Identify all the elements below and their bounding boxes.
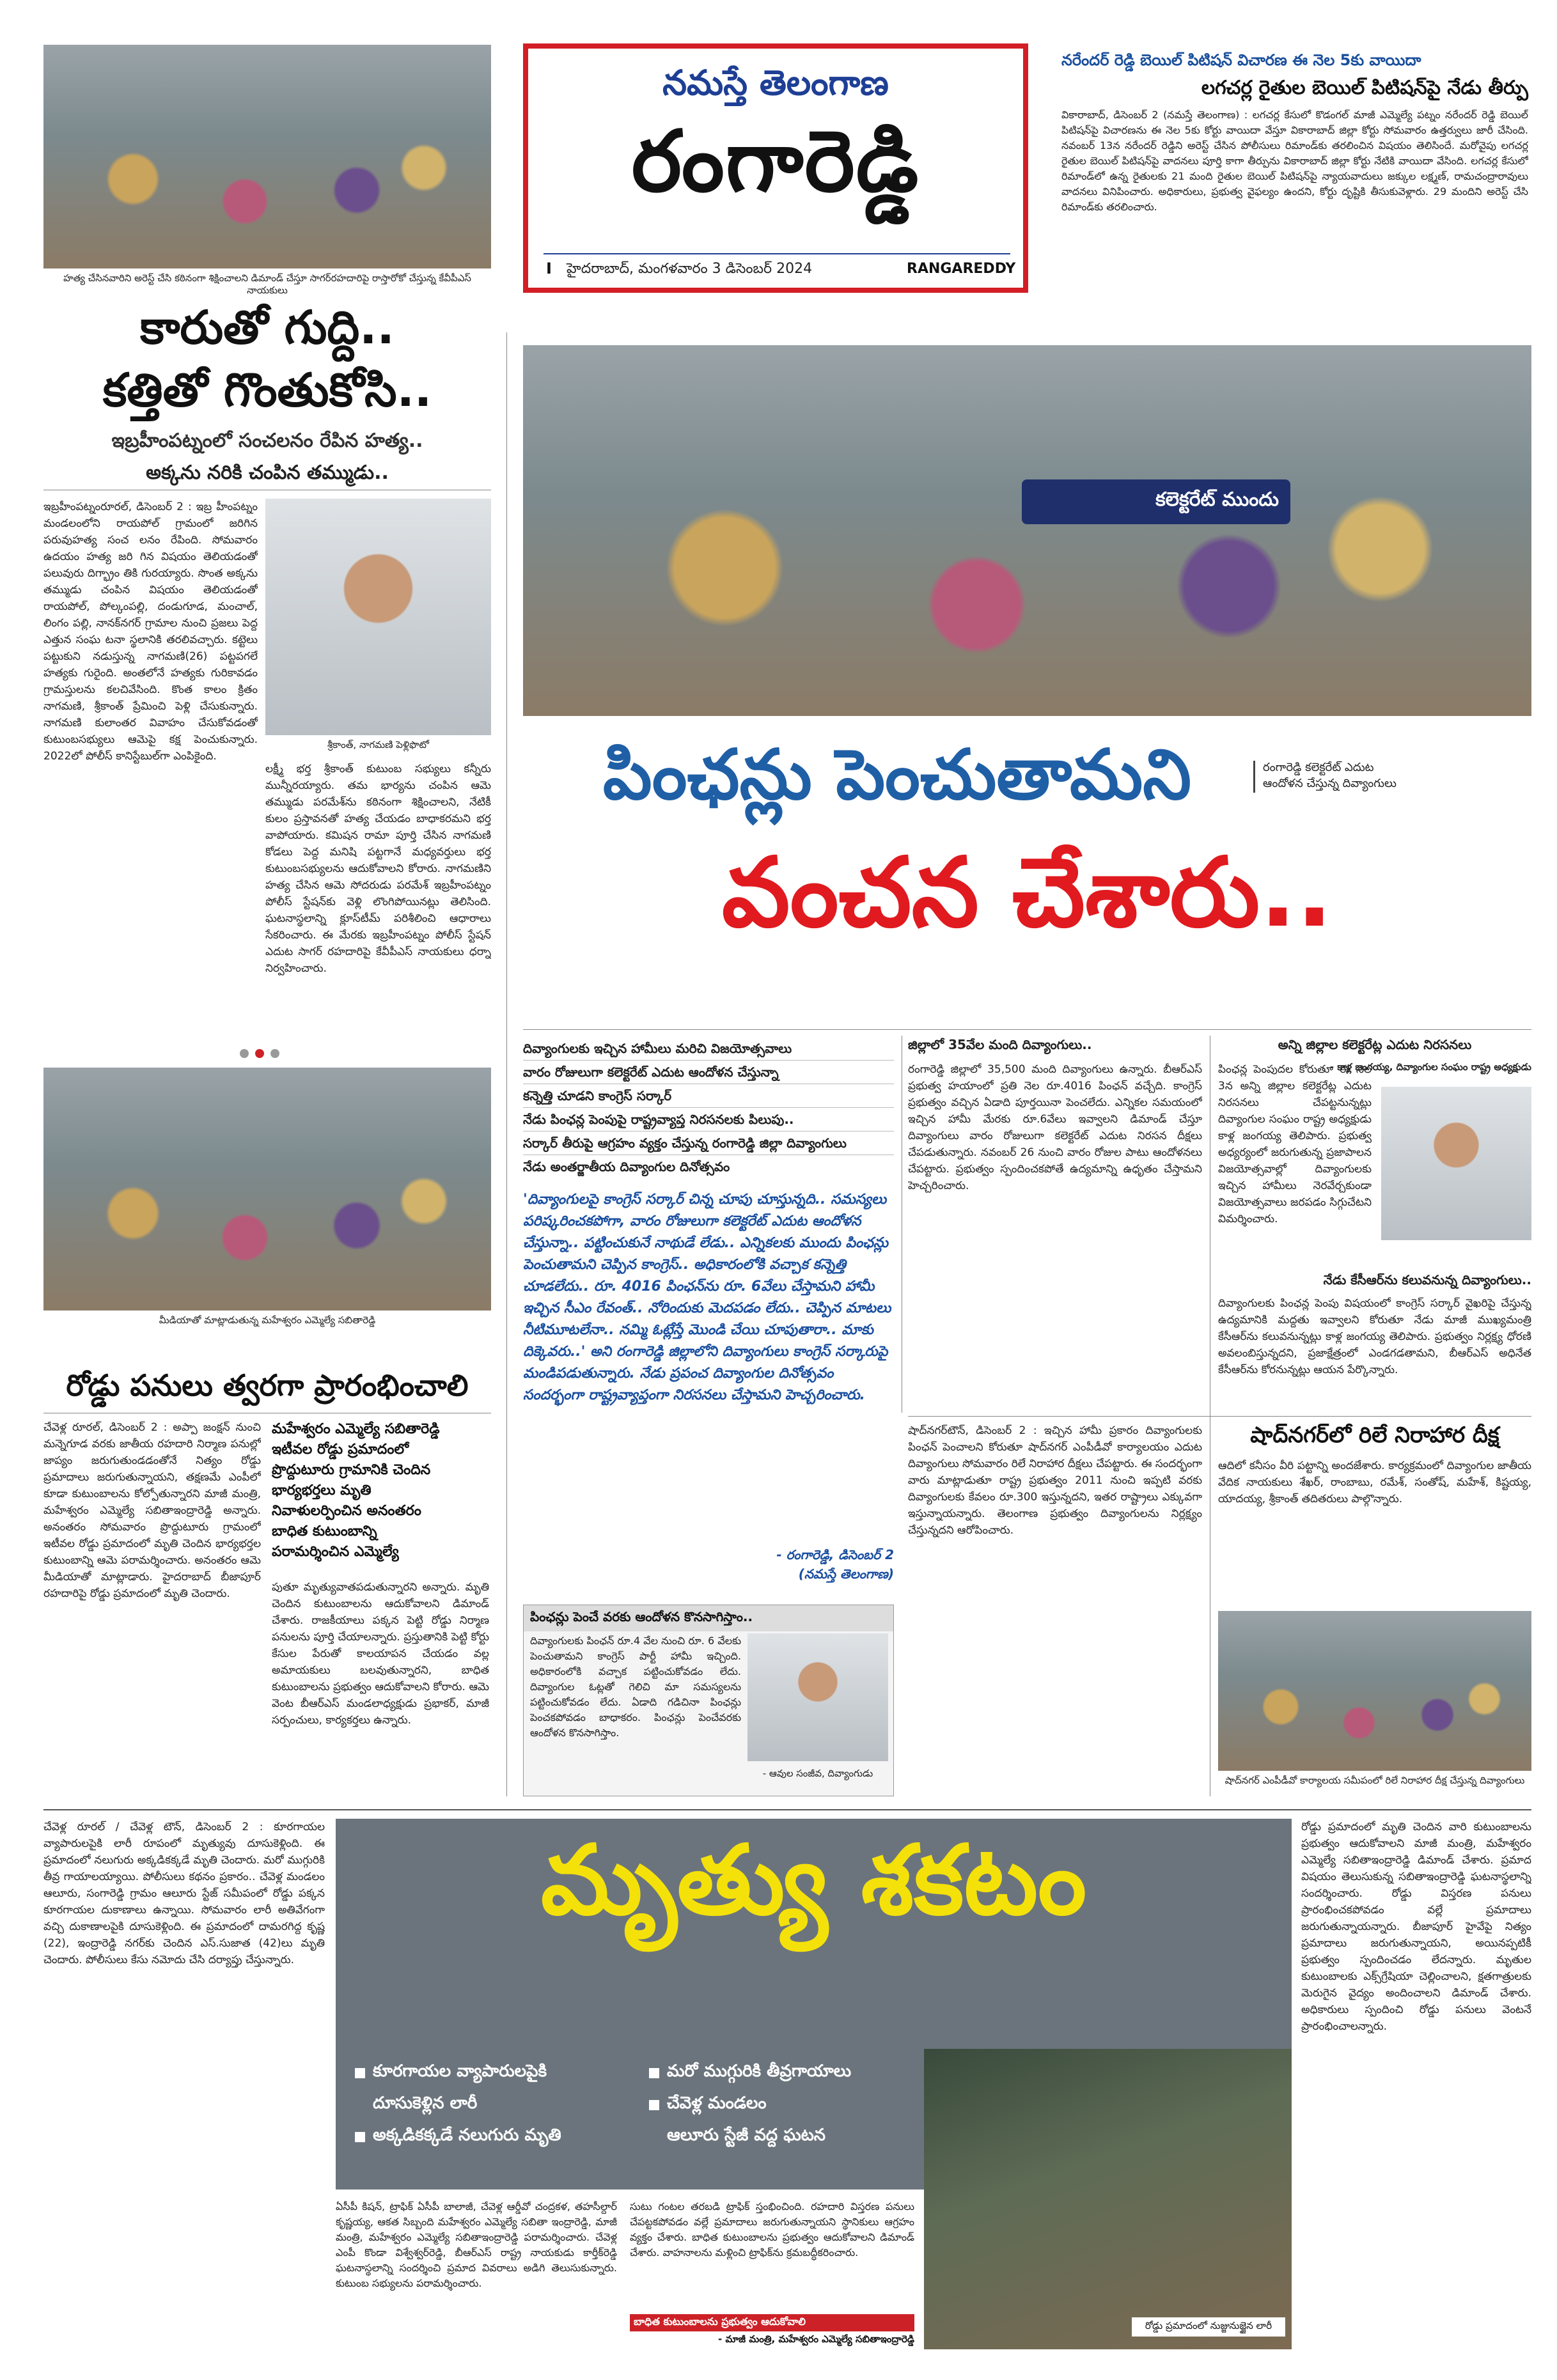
shadnagar-body-1: షాద్‌నగర్‌టౌన్, డిసెంబర్ 2 : ఇచ్చిన హామీ ప్రకారం దివ్యాంగులకు పింఛన్ పెంచాలని కోరుతూ షాద్‌నగర్ ఎంపీడీవో కార్యాలయం ఎదుట దివ్యాంగులు సోమవారం రిలే నిరాహార దీక్షలు చేపట్టారు. ఈ సందర్భంగా వారు మాట్లాడుతూ రాష్ట్ర ప్రభుత్వం 2011 నుంచి ఇప్పటి వరకు దివ్యాంగులకు కేవలం రూ.300 ఇస్తున్నదని, ఇతర రాష్ట్రాలు ఎక్కువగా ఇస్తున్నాయన్నారు. తెలంగాణ ప్రభుత్వం దివ్యాంగులను నిర్లక్ష్యం చేస్తున్నదని ఆరోపించారు. <box>908 1424 1202 1537</box>
lead-quote-credit: - రంగారెడ్డి, డిసెంబర్ 2 <box>776 1547 894 1562</box>
lead-bullet: కన్నెత్తి చూడని కాంగ్రెస్ సర్కార్ <box>523 1084 894 1108</box>
accident-banner <box>336 1819 1292 2049</box>
shadnagar-headline: షాద్‌నగర్‌లో రిలే నిరాహార దీక్ష <box>1250 1422 1499 1448</box>
lead-inset-label <box>1253 761 1528 793</box>
accident-body-mid2: సుటు గంటల తరబడి ట్రాఫిక్ స్తంభించింది. రహదారి విస్తరణ పనులు చేపట్టకపోవడం వల్లే ప్రమాదాలు జరుగుతున్నాయని స్థానికులు ఆగ్రహం వ్యక్తం చేశారు. బాధిత కుటుంబాలను ప్రభుత్వం ఆదుకోవాలని డిమాండ్ చేశారు. వాహనాలను మళ్లించి ట్రాఫిక్‌ను క్రమబద్ధీకరించారు. <box>630 2200 914 2259</box>
bullet-square-icon <box>649 2068 659 2078</box>
top-right-body: వికారాబాద్, డిసెంబర్ 2 (నమస్తే తెలంగాణ) : లగచర్ల కేసులో కొడంగల్ మాజీ ఎమ్మెల్యే పట్నం నరేందర్ రెడ్డి బెయిల్ పిటిషన్‌పై విచారణను ఈ నెల 5కు కోర్టు వాయిదా వేస్తూ వికారాబాద్ జిల్లా కోర్టు సోమవారం ఉత్తర్వులు జారీ చేసింది. నవంబర్ 13న నరేందర్ రెడ్డిని అరెస్ట్ చేసిన పోలీసులు రిమాండ్‌కు తరలించిన విషయం తెలిసిందే. మరోవైపు లగచర్ల రైతుల బెయిల్ పిటిషన్‌పై వాదనలు పూర్తి కాగా తీర్పును వికారాబాద్ జిల్లా కోర్టు నేటికి వాయిదా వేసింది. లగచర్ల కేసులో రిమాండ్‌లో ఉన్న రైతులకు 21 మంది రైతుల బెయిల్ పిటిషన్‌పై న్యాయవాదులు జక్కుల లక్ష్మణ్, రామచంద్రారావులు వాదనలు వినిపించారు. అధికారులు, ప్రభుత్వ వైఫల్యం ఉందని, కోర్టు దృష్టికి తీసుకువెళ్లారు. 29 మందిని అరెస్ట్ చేసి రిమాండ్‌కు తరలించారు. <box>1061 109 1528 213</box>
masthead-brand: నమస్తే తెలంగాణ <box>662 63 889 103</box>
lead-col3-body: పింఛన్ల పెంపుదల కోరుతూ ఈ నెల 3న అన్ని జిల్లాల కలెక్టరేట్ల ఎదుట నిరసనలు చేపట్టనున్నట్లు దివ్యాంగుల సంఘం రాష్ట్ర అధ్యక్షుడు కాళ్ల జంగయ్య తెలిపారు. ప్రభుత్వ అధ్యర్యంలో జరుగుతున్న ప్రజాపాలన విజయోత్సవాల్లో దివ్యాంగులకు ఇచ్చిన హామీలు నెరవేర్చకుండా విజయోత్సవాలు జరపడం సిగ్గుచేటని విమర్శించారు. <box>1218 1063 1372 1225</box>
murder-subdeck: అక్కను నరికి చంపిన తమ్ముడు.. <box>146 462 389 484</box>
accident-bullet <box>649 2094 851 2117</box>
lead-rule <box>523 1029 1531 1030</box>
lead-quote: 'దివ్యాంగులపై కాంగ్రెస్ సర్కార్ చిన్న చూపు చూస్తున్నది.. సమస్యలు పరిష్కరించకపోగా, వారం రోజులుగా కలెక్టరేట్ ఎదుట ఆందోళన చేస్తున్నా.. పట్టించుకునే నాథుడే లేడు.. ఎన్నికలకు ముందు పింఛన్లు పెంచుతామని చెప్పిన కాంగ్రెస్.. అధికారంలోకి వచ్చాక కన్నెత్తి చూడలేదు.. రూ. 4016 పింఛన్‌ను రూ. 6వేలు చేస్తామని హామీ ఇచ్చిన సీఎం రేవంత్.. నోరిందుకు మెదపడం లేదు.. చెప్పిన మాటలు నీటిమూటలేనా.. నమ్మి ఓట్లేస్తే మొండి చేయి చూపుతారా.. మాకు దిక్కెవరు..' అని రంగారెడ్డి జిల్లాలోని దివ్యాంగులు కాంగ్రెస్ సర్కారుపై మండిపడుతున్నారు. నేడు ప్రపంచ దివ్యాంగుల దినోత్సవం సందర్భంగా రాష్ట్రవ్యాప్తంగా నిరసనలు చేస్తామని హెచ్చరించారు. <box>523 1192 891 1403</box>
murder-headline-1: కారుతో గుద్ది.. <box>140 300 395 354</box>
shadnagar-photo <box>1218 1611 1531 1771</box>
lead-inset-label-1: రంగారెడ్డి కలెక్టరేట్ ఎదుట <box>1263 761 1374 774</box>
lead-headline-2: వంచన చేశారు.. <box>721 837 1333 949</box>
road-headline: రోడ్డు పనులు త్వరగా ప్రారంభించాలి <box>66 1368 469 1403</box>
lead-col2-kicker: జిల్లాలో 35వేల మంది దివ్యాంగులు.. <box>908 1037 1092 1052</box>
accident-body-left: చేవెళ్ల రూరల్ / చేవెళ్ల టౌన్, డిసెంబర్ 2 : కూరగాయల వ్యాపారులపైకి లారీ రూపంలో మృత్యువు దూసుకెళ్లింది. ఈ ప్రమాదంలో నలుగురు అక్కడికక్కడే మృతి చెందారు. మరో ముగ్గురికి తీవ్ర గాయాలయ్యాయి. పోలీసులు కథనం ప్రకారం.. చేవెళ్ల మండలం ఆలూరు, సంగారెడ్డి గ్రామం ఆలూరు స్టేజ్ సమీపంలో రోడ్డు పక్కన కూరగాయల దుకాణాలు ఉన్నాయి. సోమవారం లారీ అతివేగంగా వచ్చి దుకాణాలపైకి దూసుకెళ్లింది. ఈ ప్రమాదంలో దామరగిద్ద కృష్ణ (22), ఇంద్రారెడ్డి నగర్‌కు చెందిన ఎస్.సుజాత (42)లు మృతి చెందారు. పోలీసులు కేసు నమోదు చేసి దర్యాప్తు చేస్తున్నారు. <box>43 1821 325 1966</box>
road-body-1: చేవెళ్ల రూరల్, డిసెంబర్ 2 : అప్పా జంక్షన్ నుంచి మన్నెగూడ వరకు జాతీయ రహదారి నిర్మాణ పనుల్లో జాప్యం జరుగుతుండడంతోనే నిత్యం రోడ్డు ప్రమాదాలు జరుగుతున్నాయని, తక్షణమే ఎంపీలో కూడా కుటుంబాలను కోల్పోతున్నారని మాజీ మంత్రి, మహేశ్వరం ఎమ్మెల్యే సబితాఇంద్రారెడ్డి అన్నారు. అనంతరం సోమవారం ప్రొద్దుటూరు గ్రామంలో ఇటీవల రోడ్డు ప్రమాదంలో మృతి చెందిన భార్యభర్తల కుటుంబాన్ని ఆమె పరామర్శించారు. అనంతరం ఆమె మీడియాతో మాట్లాడారు. హైదరాబాద్ బీజాపూర్ రహదారిపై రోడ్డు ప్రమాదంలో మృతి చెందారు. <box>43 1421 261 1600</box>
road-side-deck-line: బాధిత కుటుంబాన్ని <box>272 1523 377 1539</box>
collectorate-protest-photo <box>523 345 1531 716</box>
accident-bullet <box>649 2126 851 2149</box>
road-side-deck <box>272 1419 489 1562</box>
lead-box-headline: పింఛన్లు పెంచే వరకు ఆందోళన కొనసాగిస్తాం.. <box>524 1605 893 1631</box>
accident-bullet-text: మరో ముగ్గురికి తీవ్రగాయాలు <box>667 2062 852 2081</box>
jangaiah-photo-caption: - కాళ్ల జంగయ్య, దివ్యాంగుల సంఘం రాష్ట్ర అధ్యక్షుడు <box>1329 1061 1531 1073</box>
masthead-page-no: I <box>546 260 552 277</box>
bullet-square-icon <box>355 2068 365 2078</box>
road-body-2: పుతూ మృత్యువాతపడుతున్నారని అన్నారు. మృతి చెందిన కుటుంబాలను ఆదుకోవాలని డిమాండ్ చేశారు. రాజకీయాలు పక్కన పెట్టి రోడ్డు నిర్మాణ పనులను పూర్తి చేయాలన్నారు. ప్రస్తుతానికి పెట్టి కోర్టు కేసుల పేరుతో కాలయాపన చేయడం వల్ల అమాయకులు బలవుతున్నారని, బాధిత కుటుంబాలను ప్రభుత్వం ఆదుకోవాలని కోరారు. ఆమె వెంట బీఆర్ఎస్ మండలాధ్యక్షుడు ప్రభాకర్, మాజీ సర్పంచులు, కార్యకర్తలు ఉన్నారు. <box>272 1581 489 1727</box>
accident-bullet <box>355 2094 561 2117</box>
accident-lorry-photo <box>924 2049 1292 2349</box>
wedding-photo <box>265 499 491 735</box>
accident-bullet <box>649 2062 851 2085</box>
accident-bullet <box>355 2062 561 2085</box>
lead-headline-1: పింఛన్లు పెంచుతామని <box>602 735 1192 815</box>
accident-mid-sub: బాధిత కుటుంబాలను ప్రభుత్వం ఆదుకోవాలి <box>630 2314 914 2331</box>
protest-banner <box>1022 479 1290 524</box>
lead-col2-body: రంగారెడ్డి జిల్లాలో 35,500 మంది దివ్యాంగులు ఉన్నారు. బీఆర్ఎస్ ప్రభుత్వ హయాంలో ప్రతి నెల రూ.4016 పింఛన్ వచ్చేది. కాంగ్రెస్ ప్రభుత్వం వచ్చిన ఏడాది పూర్తయినా పెంచలేదు. ఎన్నికల సమయంలో ఇచ్చిన హామీ మేరకు రూ.6వేలు ఇవ్వాలని డిమాండ్ చేస్తూ దివ్యాంగులు వారం రోజులుగా కలెక్టరేట్ ఎదుట నిరసన దీక్షలు చేపడుతున్నారు. నవంబర్ 26 నుంచి వారం రోజుల పాటు ఆందోళనలు చేపట్టారు. ప్రభుత్వం స్పందించకపోతే ఉద్యమాన్ని ఉధృతం చేస్తామని హెచ్చరించారు. <box>908 1063 1202 1192</box>
sanjeeva-photo <box>747 1633 888 1761</box>
murder-deck: ఇబ్రహీంపట్నంలో సంచలనం రేపిన హత్య.. <box>111 430 423 452</box>
accident-headline: మృత్యు శకటం <box>540 1825 1087 1936</box>
accident-bullet <box>355 2126 561 2149</box>
accident-bullets-left <box>355 2062 561 2149</box>
wedding-photo-caption: శ్రీకాంత్, నాగమణి పెళ్లిఫొటో <box>327 739 429 751</box>
accident-bullets-panel <box>336 2049 924 2189</box>
accident-bullet-text: అక్కడికక్కడే నలుగురు మృతి <box>373 2126 561 2145</box>
bottom-section-rule <box>43 1809 1531 1810</box>
road-side-deck-line: భార్యభర్తలు మృతి <box>272 1482 372 1498</box>
jangaiah-photo <box>1381 1087 1531 1240</box>
road-side-deck-line: నివాళులర్పించిన అనంతరం <box>272 1503 421 1519</box>
road-side-deck-line: ఇటీవల రోడ్డు ప్రమాదంలో <box>272 1442 409 1458</box>
road-side-deck-line: మహేశ్వరం ఎమ్మెల్యే సబితారెడ్డి <box>272 1421 440 1437</box>
accident-mid-credit: - మాజీ మంత్రి, మహేశ్వరం ఎమ్మెల్యే సబితాఇంద్రారెడ్డి <box>718 2333 914 2345</box>
accident-photo-caption: రోడ్డు ప్రమాదంలో నుజ్జునుజ్జైన లారీ <box>1132 2317 1285 2337</box>
murder-body-1: ఇబ్రహీంపట్నంరూరల్, డిసెంబర్ 2 : ఇబ్ర హీంపట్నం మండలంలోని రాయపోల్ గ్రామంలో జరిగిన పరువుహత్య సంచ లనం రేపింది. సోమవారం ఉదయం హత్య జరి గిన విషయం తెలియడంతో పలువురు దిగ్భ్రాం తికి గురయ్యారు. సొంత అక్కను తమ్ముడు చంపిన విషయం తెలియడంతో రాయపోల్, పోల్కంపల్లి, దండుగూడ, మంచాల్, లింగం పల్లి, నానక్‌నగర్ గ్రామాల నుంచి ప్రజలు పెద్ద ఎత్తున సంఘ టనా స్థలానికి తరలివచ్చారు. కట్టెలు పట్టుకుని నడుస్తున్న నాగమణి(26) పట్టపగలే హత్యకు గురైంది. అంతలోనే హత్యకు గురికావడం గ్రామస్తులను కలచివేసింది. కొంత కాలం క్రితం నాగమణి, శ్రీకాంత్ ప్రేమించి పెళ్లి చేసుకున్నారు. నాగమణి కులాంతర వివాహం చేసుకోవడంతో కుటుంబసభ్యులు ఆమెపై కక్ష పెంచుకున్నారు. 2022లో పోలీస్ కానిస్టేబుల్‌గా ఎంపికైంది. <box>43 501 258 763</box>
protest-photo-caption: హత్య చేసినవారిని అరెస్ట్ చేసి కఠినంగా శిక్షించాలని డిమాండ్ చేస్తూ సాగర్‌రహదారిపై రాస్తారోకో చేస్తున్న కేవీపీఎస్ నాయకులు <box>63 272 471 296</box>
column-rule-main <box>506 332 507 1796</box>
lead-bullet: సర్కార్ తీరుపై ఆగ్రహం వ్యక్తం చేస్తున్న రంగారెడ్డి జిల్లా దివ్యాంగులు <box>523 1132 894 1155</box>
accident-bullet-text: కూరగాయల వ్యాపారులపైకి <box>373 2062 547 2081</box>
shadnagar-photo-caption: షాద్‌నగర్ ఎంపీడీవో కార్యాలయ సమీపంలో రిలే నిరాహార దీక్ష చేస్తున్న దివ్యాంగులు <box>1224 1775 1525 1786</box>
accident-bullets-right <box>649 2062 851 2149</box>
lead-box-credit: - ఆవుల సంజీవ, దివ్యాంగుడు <box>762 1768 873 1779</box>
protest-banner-text: కలెక్టరేట్ ముందు <box>1155 488 1279 511</box>
section-divider-dots <box>237 1048 283 1061</box>
lead-col3-kicker: అన్ని జిల్లాల కలెక్టరేట్ల ఎదుట నిరసనలు <box>1278 1037 1472 1052</box>
accident-bullet-text: చేవెళ్ల మండలం <box>667 2094 767 2113</box>
masthead-dateline: హైదరాబాద్, మంగళవారం 3 డిసెంబర్ 2024 <box>567 261 813 277</box>
lead-bullet: నేడు పింఛన్ల పెంపుపై రాష్ట్రవ్యాప్త నిరసనలకు పిలుపు.. <box>523 1108 894 1132</box>
lead-quote-box <box>523 1605 894 1796</box>
lead-bullets <box>523 1037 894 1178</box>
masthead-edition: RANGAREDDY <box>907 261 1016 277</box>
bullet-square-icon <box>355 2132 365 2142</box>
mla-media-photo-caption: మీడియాతో మాట్లాడుతున్న మహేశ్వరం ఎమ్మెల్యే సబితారెడ్డి <box>159 1314 376 1326</box>
accident-bullet-text: ఆలూరు స్టేజీ వద్ద ఘటన <box>667 2126 826 2145</box>
murder-headline-2: కత్తితో గొంతుకోసి.. <box>102 363 432 417</box>
lead-col3-kicker-2: నేడు కేసీఆర్‌ను కలువనున్న దివ్యాంగులు.. <box>1323 1272 1531 1287</box>
accident-bullet-text: దూసుకెళ్లిన లారీ <box>373 2094 478 2113</box>
road-side-deck-line: పరామర్శించిన ఎమ్మెల్యే <box>272 1544 399 1560</box>
masthead <box>523 43 1028 293</box>
lead-col3-body-2: దివ్యాంగులకు పింఛన్ల పెంపు విషయంలో కాంగ్రెస్ సర్కార్ వైఖరిపై చేస్తున్న ఉద్యమానికి మద్దతు ఇవ్వాలని కోరుతూ నేడు మాజీ ముఖ్యమంత్రి కేసీఆర్‌ను కలువనున్నట్లు కాళ్ల జంగయ్య తెలిపారు. ప్రభుత్వం నిర్లక్ష్య ధోరణి అవలంబిస్తున్నదని, ప్రజాక్షేత్రంలో ఎండగడతామని, బీఆర్ఎస్ అధినేత కేసీఆర్‌ను కోరనున్నట్లు ఆయన పేర్కొన్నారు. <box>1218 1297 1531 1376</box>
shadnagar-rule <box>908 1416 1531 1417</box>
shadnagar-body-2: ఆదిలో కనీసం వీరి పట్టాన్ని అందజేశారు. కార్యక్రమంలో దివ్యాంగుల జాతీయ వేదిక నాయకులు శేఖర్, రాంబాబు, రమేశ్, సంతోష్, మహేశ్, కిష్టయ్య, యాదయ్య, శ్రీకాంత్ తదితరులు పాల్గొన్నారు. <box>1218 1459 1531 1505</box>
masthead-district: రంగారెడ్డి <box>631 113 920 211</box>
murder-body-2: లక్ష్మీ భర్త శ్రీకాంత్ కుటుంబ సభ్యులు కన్నీరు మున్నీరయ్యారు. తమ భార్యను చంపిన ఆమె తమ్ముడు పరమేశ్‌ను కఠినంగా శిక్షించాలని, నేటికీ కులం ప్రస్తావనతో హత్య చేయడం బాధాకరమని భర్త వాపోయారు. కమిషన రామా పూర్తి చేసిన నాగమణి కోడలు పెద్ద మనిషి పట్టగానే మధ్యవర్తులు భర్త కుటుంబసభ్యులను ఆదుకోవాలని కోరారు. నాగమణిని హత్య చేసిన ఆమె సోదరుడు పరమేశ్ ఇబ్రహీంపట్నం పోలీస్ స్టేషన్‌కు వెళ్లి లొంగిపోయినట్లు తెలిసింది. ఘటనాస్థలాన్ని క్లూస్‌టీమ్ పరిశీలించి ఆధారాలు సేకరించారు. ఈ మేరకు ఇబ్రహీంపట్నం పోలీస్ స్టేషన్ ఎదుట సాగర్ రహదారిపై కేవీపీఎస్ నాయకులు ధర్నా నిర్వహించారు. <box>265 763 491 975</box>
lead-bullet: దివ్యాంగులకు ఇచ్చిన హామీలు మరిచి విజయోత్సవాలు <box>523 1037 894 1061</box>
masthead-rule <box>544 253 1010 254</box>
road-side-deck-line: ప్రొద్దుటూరు గ్రామానికి చెందిన <box>272 1462 431 1478</box>
lead-box-body: దివ్యాంగులకు పింఛన్ రూ.4 వేల నుంచి రూ. 6 వేలకు పెంచుతామని కాంగ్రెస్ పార్టీ హామీ ఇచ్చింది. అధికారంలోకి వచ్చాక పట్టించుకోవడం లేదు. దివ్యాంగుల ఓట్లతో గెలిచి మా సమస్యలను పట్టించుకోవడం లేదు. ఏడాది గడిచినా పింఛన్లు పెంచకపోవడం బాధాకరం. పింఛన్లు పెంచేవరకు ఆందోళన కొనసాగిస్తాం. <box>530 1635 741 1739</box>
lead-inset-label-2: ఆందోళన చేస్తున్న దివ్యాంగులు <box>1263 777 1397 790</box>
protest-photo-top-left <box>43 45 491 268</box>
top-right-headline: లగచర్ల రైతుల బెయిల్ పిటిషన్‌పై నేడు తీర్పు <box>1201 77 1528 99</box>
lead-bullet: నేడు అంతర్జాతీయ దివ్యాంగుల దినోత్సవం <box>523 1159 730 1174</box>
accident-body-mid: ఏసీపీ కిషన్, ట్రాఫిక్ ఏసీపీ బాలాజీ, చేవెళ్ల ఆర్డీవో చంద్రకళ, తహసీల్దార్ కృష్ణయ్య, ఆకత సిబ్బంది మహేశ్వరం ఎమ్మెల్యే సబితా ఇంద్రారెడ్డి, మాజీ మంత్రి, మహేశ్వరం ఎమ్మెల్యే సబితాఇంద్రారెడ్డి పరామర్శించారు. చేవెళ్ల ఎంపీ కొండా విశ్వేశ్వర్‌రెడ్డి, బీఆర్ఎస్ రాష్ట్ర నాయకుడు కార్తీక్‌రెడ్డి ఘటనాస్థలాన్ని సందర్శించి ప్రమాద వివరాలు అడిగి తెలుసుకున్నారు. కుటుంబ సభ్యులను పరామర్శించారు. <box>336 2200 617 2289</box>
bullet-square-icon <box>649 2100 659 2110</box>
top-right-kicker: నరేందర్ రెడ్డి బెయిల్ పిటిషన్ విచారణ ఈ నెల 5కు వాయిదా <box>1061 51 1421 69</box>
lead-bullet: వారం రోజులుగా కలెక్టరేట్ ఎదుట ఆందోళన చేస్తున్నా <box>523 1061 894 1084</box>
lead-quote-credit-2: (నమస్తే తెలంగాణ) <box>798 1566 894 1582</box>
mla-media-photo <box>43 1068 491 1311</box>
accident-body-right: రోడ్డు ప్రమాదంలో మృతి చెందిన వారి కుటుంబాలను ప్రభుత్వం ఆదుకోవాలని మాజీ మంత్రి, మహేశ్వరం ఎమ్మెల్యే సబితాఇంద్రారెడ్డి డిమాండ్ చేశారు. ప్రమాద విషయం తెలుసుకున్న సబితాఇంద్రారెడ్డి ఘటనాస్థలాన్ని సందర్శించారు. రోడ్డు విస్తరణ పనులు ప్రారంభించకపోవడం వల్లే ప్రమాదాలు జరుగుతున్నాయన్నారు. బీజాపూర్ హైవేపై నిత్యం ప్రమాదాలు జరుగుతున్నాయని, అయినప్పటికీ ప్రభుత్వం స్పందించడం లేదన్నారు. మృతుల కుటుంబాలకు ఎక్స్‌గ్రేషియా చెల్లించాలని, క్షతగాత్రులకు మెరుగైన వైద్యం అందించాలని డిమాండ్ చేశారు. అధికారులు స్పందించి రోడ్డు పనులు వెంటనే ప్రారంభించాలన్నారు. <box>1301 1821 1531 2033</box>
